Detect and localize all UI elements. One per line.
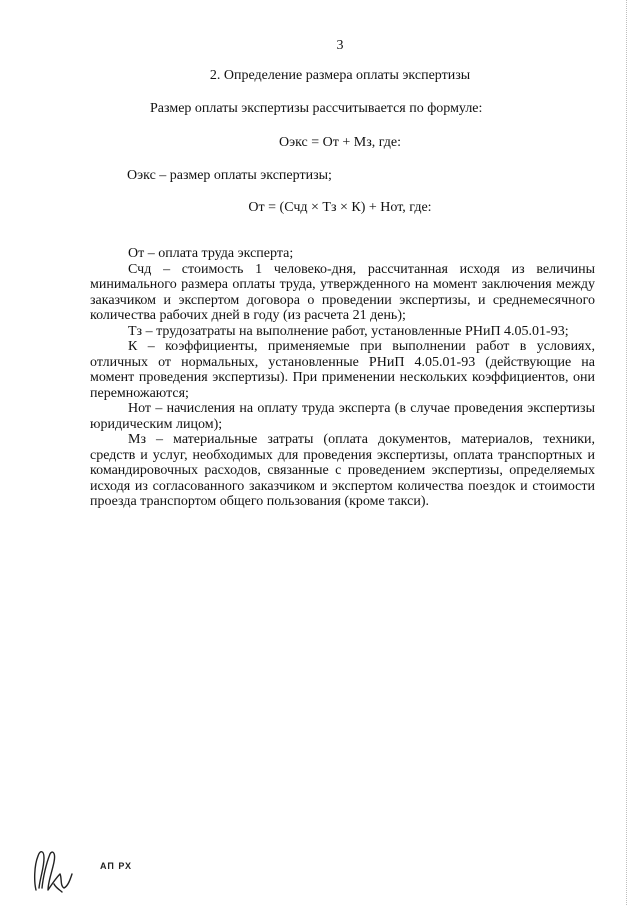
handwritten-signature [30, 844, 80, 896]
definitions-block [90, 246, 595, 510]
page-number: 3 [336, 38, 344, 53]
definition-not: Нот – начисления на оплату труда эксперта (в случае проведения экспертизы юридическим лицом); [90, 401, 595, 432]
section-heading: 2. Определение размера оплаты экспертизы [209, 68, 471, 83]
intro-line: Размер оплаты экспертизы рассчитывается по формуле: [150, 101, 483, 116]
definition-oeks: Оэкс – размер оплаты экспертизы; [127, 168, 332, 183]
definition-ot: От – оплата труда эксперта; [128, 246, 294, 261]
definition-k: К – коэффициенты, применяемые при выполнении работ в условиях, отличных от нормальных, установленные РНиП 4.05.01-93 (действующие на момент проведения экспертизы). При применении нескольких коэффициентов, они перемножаются; [90, 339, 595, 401]
footer-label: АП РХ [100, 861, 133, 871]
definition-mz: Мз – материальные затраты (оплата документов, материалов, техники, средств и услуг, необходимых для проведения экспертизы, оплата транспортных и командировочных расходов, связанные с проведением экспертизы, определяемых исходя из согласованного заказчиком и экспертом количества поездок и стоимости проезда транспортом общего пользования (кроме такси). [90, 432, 595, 509]
formula-total: Оэкс = От + Мз, где: [278, 135, 402, 150]
definition-schd: Счд – стоимость 1 человеко-дня, рассчитанная исходя из величины минимального размера оплаты труда, утвержденного на момент заключения между заказчиком и экспертом договора о проведении экспертизы, и среднемесячного количества рабочих дней в году (из расчета 21 день); [90, 261, 595, 323]
formula-labor: От = (Счд × Тз × К) + Нот, где: [248, 200, 432, 215]
definition-tz: Тз – трудозатраты на выполнение работ, установленные РНиП 4.05.01-93; [128, 323, 569, 339]
